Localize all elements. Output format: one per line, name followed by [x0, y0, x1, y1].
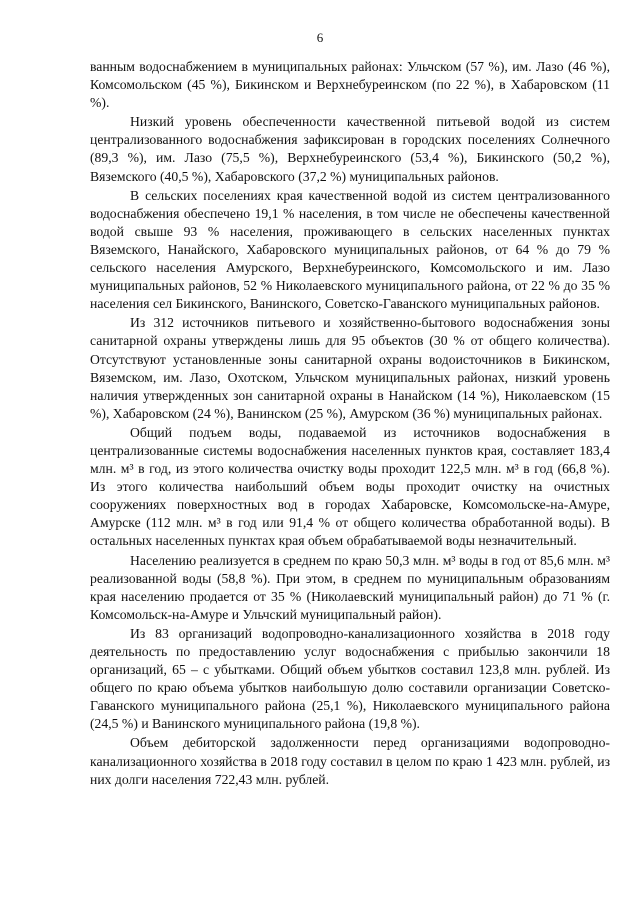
page-number: 6 [316, 30, 324, 45]
paragraph-urban-supply: Низкий уровень обеспеченности качественной питьевой водой из систем централизованного водоснабжения зафиксирован в городских поселениях Солнечного (89,3 %), им. Лазо (75,5 %), Верхнебуреинского (53,4 %), Бикинского (50,2 %), Вяземского (40,5 %), Хабаровского (37,2 %) муниципальных районов. [90, 114, 610, 184]
paragraph-rural-supply: В сельских поселениях края качественной водой из систем централизованного водоснабжения обеспечено 19,1 % населения, в том числе не обеспечены качественной водой свыше 93 % населения, проживающего в сельских населенных пунктах Вяземского, Нанайского, Хабаровского муниципальных районов, от 64 % до 79 % сельского населения Амурского, Верхнебуреинского, Комсомольского и им. Лазо муниципальных районов, 52 % Николаевского муниципального района, от 22 % до 35 % населения сел Бикинского, Ванинского, Советско-Гаванского муниципальных районов. [90, 187, 610, 312]
paragraph-sanitary-zones: Из 312 источников питьевого и хозяйственно-бытового водоснабжения зоны санитарной охраны утверждены лишь для 95 объектов (30 % от общего количества). Отсутствуют установленные зоны санитарной охраны водоисточников в Бикинском, Вяземском, им. Лазо, Охотском, Ульчском муниципальных районах, низкий уровень наличия утвержденных зон санитарной охраны в Нанайском (14 %), Николаевском (15 %), Хабаровском (24 %), Ванинском (25 %), Амурском (36 %) муниципальных районах. [90, 315, 610, 421]
document-body [90, 58, 610, 790]
paragraph-organizations: Из 83 организаций водопроводно-канализационного хозяйства в 2018 году деятельность по предоставлению услуг водоснабжения с прибылью закончили 18 организаций, 65 – с убытками. Общий объем убытков составил 123,8 млн. рублей. Из общего по краю объема убытков наибольшую долю составили организации Советско-Гаванского муниципального района (25,1 %), Николаевского муниципального района (24,5 %) и Ванинского муниципального района (19,8 %). [90, 625, 610, 732]
paragraph-continuation: ванным водоснабжением в муниципальных районах: Ульчском (57 %), им. Лазо (46 %), Комсомольском (45 %), Бикинском и Верхнебуреинском (по 22 %), в Хабаровском (11 %). [90, 59, 610, 111]
paragraph-water-sales: Населению реализуется в среднем по краю 50,3 млн. м³ воды в год от 85,6 млн. м³ реализованной воды (58,8 %). При этом, в среднем по муниципальным образованиям края населению продается от 35 % (Николаевский муниципальный район) до 71 % (г. Комсомольск-на-Амуре и Ульчский муниципальный район). [90, 552, 610, 622]
paragraph-receivables: Объем дебиторской задолженности перед организациями водопроводно-канализационного хозяйства в 2018 году составил в целом по краю 1 423 млн. рублей, из них долги населения 722,43 млн. рублей. [90, 735, 610, 787]
paragraph-water-volume: Общий подъем воды, подаваемой из источников водоснабжения в централизованные системы водоснабжения населенных пунктов края, составляет 183,4 млн. м³ в год, из этого количества очистку воды проходит 122,5 млн. м³ в год (66,8 %). Из этого количества наибольший объем воды проходит очистку на очистных сооружениях поверхностных вод в городах Хабаровске, Комсомольске-на-Амуре, Амурске (112 млн. м³ в год или 91,4 % от общего количества обработанной воды). В остальных населенных пунктах края объем обрабатываемой воды незначительный. [90, 424, 610, 549]
